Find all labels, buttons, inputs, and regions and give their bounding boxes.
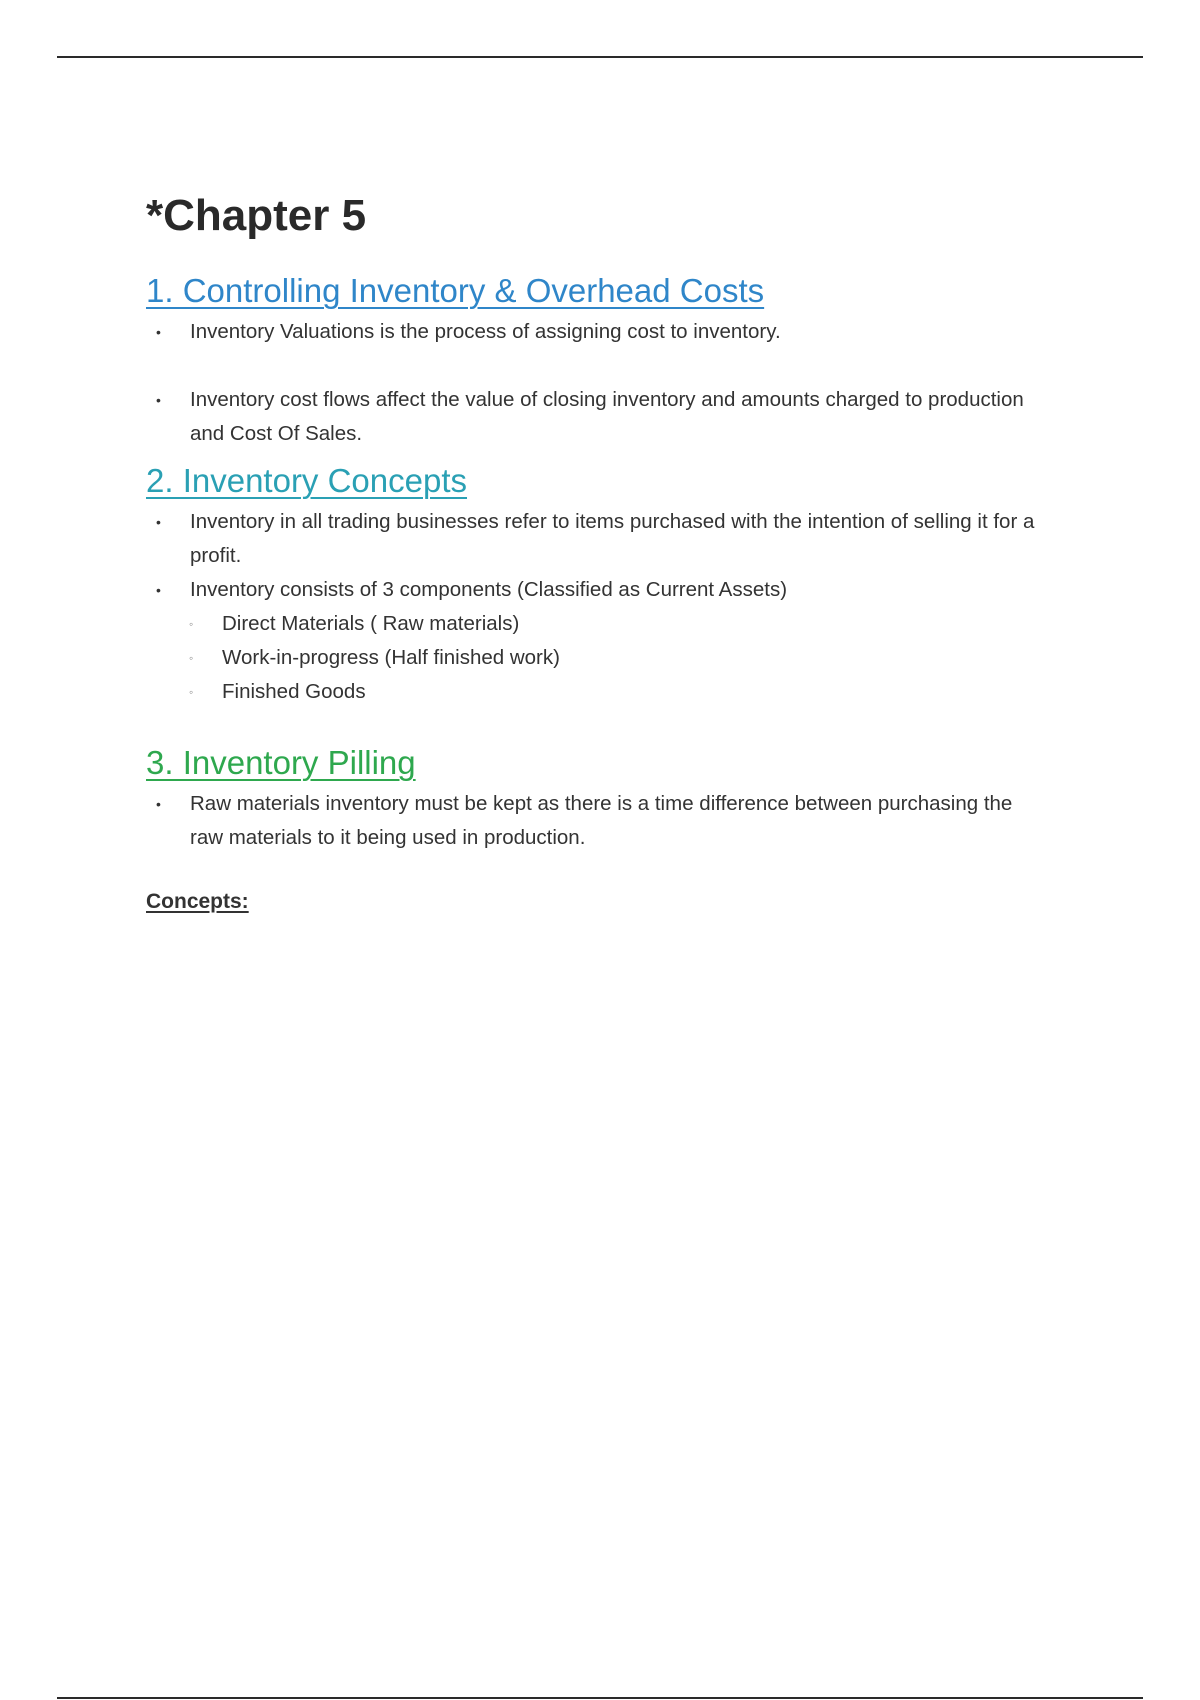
sub-list-item: [146, 675, 1046, 709]
sub-list-item-text: Finished Goods: [222, 680, 366, 703]
sub-list-item-text: Direct Materials ( Raw materials): [222, 612, 520, 635]
section-heading-1: 1. Controlling Inventory & Overhead Costs: [146, 272, 765, 309]
list-item: [146, 315, 1046, 349]
list-item: [146, 383, 1046, 451]
section-heading-3: 3. Inventory Pilling: [146, 744, 416, 781]
list-item: [146, 573, 1046, 607]
bullet-icon: •: [156, 392, 161, 408]
list-item-text: Inventory Valuations is the process of assigning cost to inventory.: [190, 320, 781, 343]
section-2-list: [146, 505, 1046, 709]
list-item: [146, 505, 1046, 573]
list-item-text: Inventory cost flows affect the value of closing inventory and amounts charged to production and Cost Of Sales.: [190, 388, 1024, 445]
bullet-icon: •: [156, 324, 161, 340]
list-item-text: Inventory in all trading businesses refer to items purchased with the intention of selling it for a profit.: [190, 510, 1035, 567]
list-item-text: Raw materials inventory must be kept as there is a time difference between purchasing the raw materials to it being used in production.: [190, 792, 1013, 849]
hollow-bullet-icon: ◦: [189, 685, 194, 699]
hollow-bullet-icon: ◦: [189, 651, 194, 665]
sub-list-item: [146, 641, 1046, 675]
section-1-list: [146, 315, 1046, 451]
section-heading-2: 2. Inventory Concepts: [146, 462, 468, 499]
section-3-list: [146, 787, 1046, 855]
bullet-icon: •: [156, 582, 161, 598]
bullet-icon: •: [156, 796, 161, 812]
top-rule: [57, 56, 1143, 58]
sub-list-item-text: Work-in-progress (Half finished work): [222, 646, 560, 669]
hollow-bullet-icon: ◦: [189, 617, 194, 631]
list-item: [146, 787, 1046, 855]
bullet-icon: •: [156, 514, 161, 530]
list-item-text: Inventory consists of 3 components (Classified as Current Assets): [190, 578, 788, 601]
bottom-rule: [57, 1697, 1143, 1699]
document-body: [146, 185, 1046, 919]
sub-list-item: [146, 607, 1046, 641]
concepts-label: Concepts:: [146, 890, 249, 913]
chapter-title: *Chapter 5: [146, 191, 367, 240]
